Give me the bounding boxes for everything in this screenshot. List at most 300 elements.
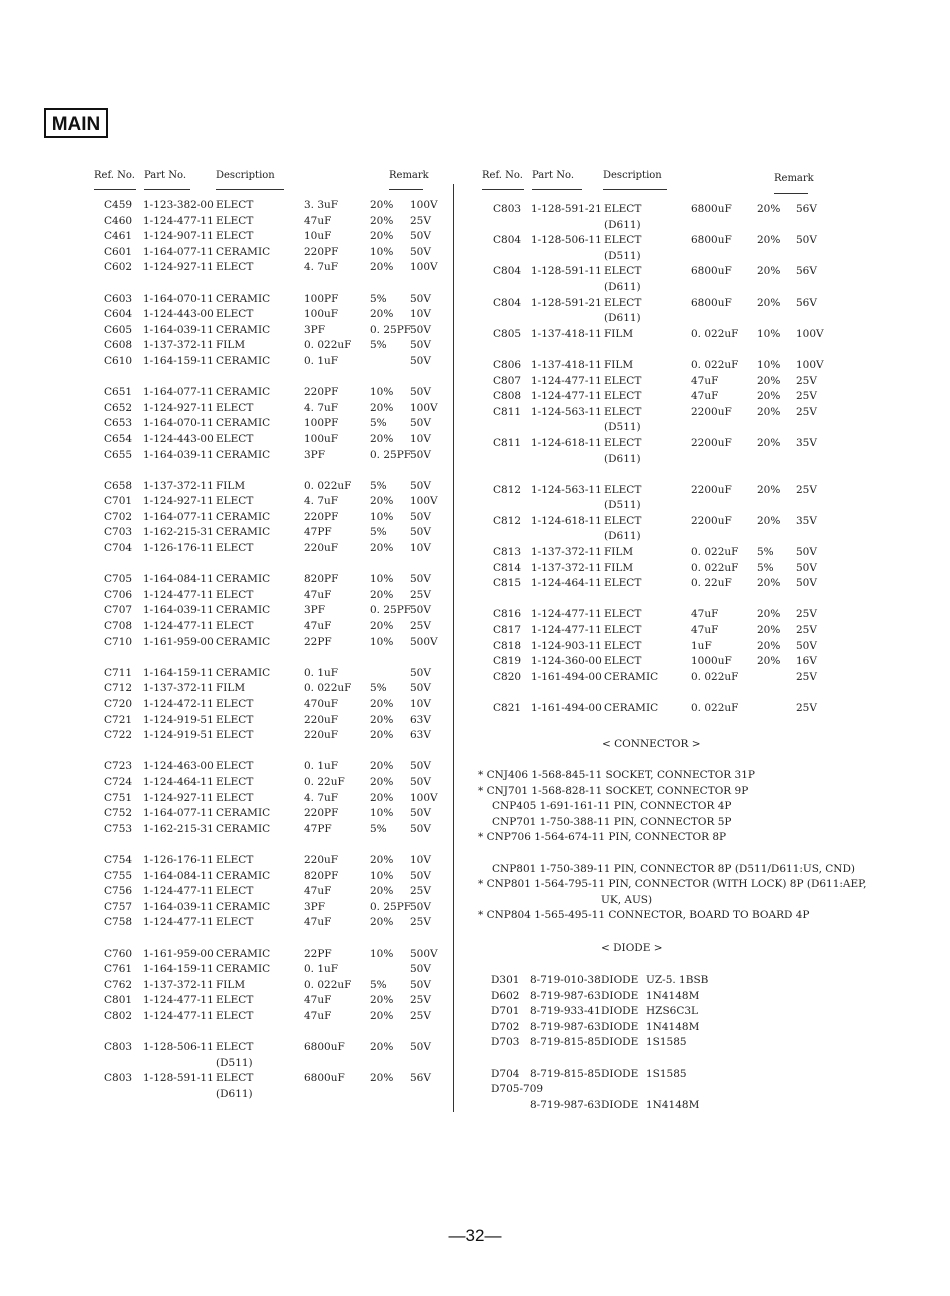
ref-no: C758	[104, 916, 133, 929]
voltage: 25V	[796, 608, 817, 621]
header-ref: Ref. No.	[482, 170, 523, 181]
value: 47uF	[304, 885, 332, 898]
tolerance: 20%	[757, 624, 781, 637]
ref-no: C820	[493, 670, 522, 683]
value: 100uF	[304, 308, 339, 321]
description: ELECT	[216, 994, 254, 1007]
value: 2200uF	[691, 405, 732, 418]
voltage: 50V	[410, 682, 431, 695]
part-no: 1-137-418-11	[531, 327, 602, 340]
ref-no: C461	[104, 230, 133, 243]
part-no: 1-124-618-11	[531, 514, 602, 527]
part-no: 1-124-472-11	[143, 698, 214, 710]
right-part-row	[0, 281, 950, 297]
type: 1S1585	[646, 1067, 687, 1080]
ref-no: C756	[104, 885, 133, 898]
diode-row	[0, 1036, 950, 1052]
description: (D611)	[216, 1087, 253, 1100]
connector-list	[478, 769, 866, 925]
description: DIODE	[601, 1098, 639, 1111]
ref-no: C701	[104, 495, 133, 508]
diode-row	[0, 1052, 950, 1068]
tolerance: 5%	[370, 682, 387, 695]
part-no: 1-128-591-21	[531, 203, 602, 215]
description: ELECT	[604, 608, 642, 621]
voltage: 50V	[410, 526, 431, 539]
ref-no: C601	[104, 245, 133, 258]
description: FILM	[604, 561, 634, 574]
diode-row	[0, 1068, 950, 1084]
ref-no: C658	[104, 479, 133, 492]
type: HZS6C3L	[646, 1005, 699, 1018]
voltage: 50V	[410, 666, 431, 679]
description: ELECT	[604, 234, 642, 247]
right-part-row	[0, 203, 950, 219]
ref-no: C804	[493, 234, 522, 247]
description: ELECT	[604, 390, 642, 403]
right-part-row	[0, 453, 950, 469]
description: CERAMIC	[216, 604, 271, 617]
part-no: 8-719-815-85	[530, 1067, 601, 1080]
description: ELECT	[216, 214, 254, 227]
description: ELECT	[604, 514, 642, 527]
diode-row	[0, 990, 950, 1006]
diode-row	[0, 1021, 950, 1037]
ref-no: C720	[104, 698, 133, 710]
part-no: 1-124-618-11	[531, 436, 602, 449]
voltage: 50V	[410, 230, 431, 243]
voltage: 25V	[410, 885, 431, 898]
value: 47uF	[304, 1009, 332, 1022]
left-part-row	[0, 776, 450, 792]
description: CERAMIC	[604, 702, 659, 714]
right-part-row	[0, 297, 950, 313]
value: 47uF	[691, 624, 719, 637]
voltage: 50V	[410, 775, 431, 788]
ref-no: C813	[493, 546, 522, 559]
ref-no: C755	[104, 869, 133, 882]
part-no: 1-124-477-11	[143, 916, 214, 929]
right-part-row	[0, 608, 950, 624]
tolerance: 20%	[370, 588, 394, 601]
value: 0. 22uF	[691, 577, 732, 590]
description: FILM	[216, 682, 246, 695]
ref-no: C757	[104, 900, 133, 913]
description: ELECT	[216, 775, 254, 788]
voltage: 50V	[410, 963, 431, 976]
part-no: 8-719-987-63	[530, 1020, 601, 1033]
part-no: 1-128-591-21	[531, 296, 602, 309]
ref-no: C802	[104, 1009, 133, 1022]
right-table-header	[0, 170, 950, 194]
part-no: 1-124-463-00	[143, 760, 214, 773]
diode-row	[0, 1099, 950, 1115]
voltage: 10V	[410, 542, 431, 555]
left-part-row	[0, 901, 450, 917]
ref-no: C754	[104, 853, 133, 866]
part-no: 1-162-215-31	[143, 822, 214, 835]
tolerance: 5%	[370, 526, 387, 539]
description: ELECT	[604, 374, 642, 387]
page-number: —32—	[448, 1226, 502, 1245]
voltage: 50V	[410, 1041, 431, 1054]
voltage: 100V	[796, 358, 824, 371]
value: 6800uF	[304, 1072, 345, 1085]
part-no: 1-137-372-11	[143, 339, 214, 352]
tolerance: 5%	[757, 561, 774, 574]
connector-row: CNP405 1-691-161-11 PIN, CONNECTOR 4P	[492, 800, 732, 813]
ref-no: C703	[104, 526, 133, 539]
ref-no: C711	[104, 666, 133, 679]
description: DIODE	[601, 1036, 639, 1049]
description: ELECT	[604, 624, 642, 637]
right-part-row	[0, 468, 950, 484]
value: 3PF	[304, 604, 326, 617]
voltage: 25V	[410, 620, 431, 633]
description: CERAMIC	[216, 947, 271, 960]
ref-no: C707	[104, 604, 133, 617]
part-no: 1-124-464-11	[143, 775, 214, 788]
tolerance: 0. 25PF	[370, 448, 412, 461]
ref-no: C811	[493, 405, 522, 418]
diode-list	[0, 974, 950, 1114]
voltage: 25V	[796, 624, 817, 637]
value: 0. 1uF	[304, 963, 339, 976]
header-rule	[482, 189, 524, 190]
value: 47uF	[691, 608, 719, 621]
part-no: 1-164-039-11	[143, 604, 214, 617]
description: ELECT	[216, 713, 254, 726]
tolerance: 20%	[757, 265, 781, 278]
part-no: 1-164-070-11	[143, 417, 214, 430]
right-part-row	[0, 359, 950, 375]
ref-no: C817	[493, 624, 522, 637]
type: UZ-5. 1BSB	[646, 974, 709, 986]
part-no: 1-164-084-11	[143, 869, 214, 882]
voltage: 100V	[796, 327, 824, 340]
part-no: 1-124-477-11	[143, 994, 214, 1007]
part-no: 1-162-215-31	[143, 526, 214, 539]
tolerance: 20%	[370, 1009, 394, 1022]
description: ELECT	[604, 203, 642, 215]
part-no: 1-164-039-11	[143, 323, 214, 336]
description: CERAMIC	[216, 573, 271, 586]
connector-row: * CNJ701 1-568-828-11 SOCKET, CONNECTOR 9P	[478, 784, 749, 797]
part-no: 1-124-477-11	[531, 374, 602, 387]
voltage: 100V	[410, 791, 438, 804]
value: 3PF	[304, 323, 326, 336]
connector-row: * CNP801 1-564-795-11 PIN, CONNECTOR (WITH LOCK) 8P (D611:AEP,	[478, 878, 867, 891]
description: ELECT	[216, 230, 254, 243]
value: 47uF	[304, 916, 332, 929]
tolerance: 10%	[370, 386, 394, 399]
right-part-row	[0, 515, 950, 531]
description: DIODE	[601, 1020, 639, 1033]
value: 47uF	[304, 994, 332, 1007]
part-no: 1-124-927-11	[143, 401, 214, 414]
voltage: 50V	[410, 417, 431, 430]
ref-no: C816	[493, 608, 522, 621]
description: CERAMIC	[216, 900, 271, 913]
left-part-row	[0, 870, 450, 886]
description: FILM	[216, 479, 246, 492]
description: CERAMIC	[216, 963, 271, 976]
tolerance: 5%	[370, 339, 387, 352]
value: 3PF	[304, 448, 326, 461]
right-part-row	[0, 640, 950, 656]
part-no: 1-137-372-11	[143, 978, 214, 991]
value: 0. 022uF	[304, 978, 352, 991]
right-part-row	[0, 265, 950, 281]
ref-no: C710	[104, 635, 133, 648]
value: 0. 022uF	[304, 479, 352, 492]
section-label-main: MAIN	[44, 108, 108, 138]
description: CERAMIC	[216, 245, 271, 258]
voltage: 50V	[796, 546, 817, 559]
part-no: 1-164-084-11	[143, 573, 214, 586]
ref-no: C722	[104, 729, 133, 742]
voltage: 63V	[410, 729, 431, 742]
tolerance: 20%	[370, 760, 394, 773]
diode-row	[0, 1005, 950, 1021]
description: ELECT	[604, 405, 642, 418]
part-no: 1-124-477-11	[143, 588, 214, 601]
description: ELECT	[216, 1009, 254, 1022]
description: CERAMIC	[216, 417, 271, 430]
description: (D511)	[604, 249, 641, 262]
value: 4. 7uF	[304, 791, 339, 804]
header-ref: Ref. No.	[94, 170, 135, 181]
part-no: 1-124-927-11	[143, 791, 214, 804]
tolerance: 20%	[370, 199, 394, 211]
part-no: 1-161-494-00	[531, 702, 602, 714]
description: FILM	[604, 358, 634, 371]
tolerance: 20%	[370, 401, 394, 414]
connector-row: CNP701 1-750-388-11 PIN, CONNECTOR 5P	[492, 815, 732, 828]
left-part-row	[0, 838, 450, 854]
part-no: 1-164-159-11	[143, 963, 214, 976]
part-no: 1-164-159-11	[143, 354, 214, 367]
right-part-row	[0, 390, 950, 406]
tolerance: 20%	[370, 542, 394, 555]
voltage: 25V	[796, 670, 817, 683]
value: 0. 022uF	[691, 561, 739, 574]
right-part-row	[0, 562, 950, 578]
description: ELECT	[604, 436, 642, 449]
description: ELECT	[216, 620, 254, 633]
part-no: 1-126-176-11	[143, 853, 214, 866]
voltage: 25V	[796, 374, 817, 387]
description: ELECT	[216, 199, 254, 211]
diode-row	[0, 1083, 950, 1099]
ref-no: C801	[104, 994, 133, 1007]
value: 47uF	[304, 588, 332, 601]
ref-no: C721	[104, 713, 133, 726]
description: CERAMIC	[216, 666, 271, 679]
type: 1N4148M	[646, 1020, 700, 1033]
tolerance: 20%	[370, 916, 394, 929]
ref-no: C818	[493, 639, 522, 652]
value: 47uF	[691, 390, 719, 403]
header-rule	[774, 193, 808, 194]
part-no: 1-164-070-11	[143, 292, 214, 305]
left-part-row	[0, 760, 450, 776]
part-no: 1-124-927-11	[143, 495, 214, 508]
tolerance: 20%	[757, 234, 781, 247]
description: ELECT	[216, 853, 254, 866]
ref-no: C805	[493, 327, 522, 340]
ref-no: C806	[493, 358, 522, 371]
ref-no: C702	[104, 510, 133, 523]
right-part-row	[0, 312, 950, 328]
value: 0. 1uF	[304, 666, 339, 679]
value: 0. 022uF	[691, 670, 739, 683]
value: 47uF	[304, 214, 332, 227]
description: DIODE	[601, 989, 639, 1002]
right-part-row	[0, 686, 950, 702]
diode-section-title: < DIODE >	[601, 942, 663, 954]
ref-no: D705-709	[491, 1083, 544, 1096]
tolerance: 5%	[757, 546, 774, 559]
connector-section-title: < CONNECTOR >	[602, 738, 701, 750]
connector-row	[478, 847, 866, 863]
tolerance: 20%	[757, 577, 781, 590]
ref-no: C811	[493, 436, 522, 449]
description: ELECT	[604, 577, 642, 590]
ref-no: D301	[491, 974, 520, 986]
ref-no: C815	[493, 577, 522, 590]
ref-no: C705	[104, 573, 133, 586]
part-no: 1-123-382-00	[143, 199, 214, 211]
voltage: 10V	[410, 432, 431, 445]
voltage: 500V	[410, 635, 438, 648]
tolerance: 20%	[370, 261, 394, 274]
description: ELECT	[604, 296, 642, 309]
voltage: 50V	[410, 760, 431, 773]
value: 47uF	[304, 620, 332, 633]
voltage: 50V	[410, 573, 431, 586]
part-no: 1-164-039-11	[143, 448, 214, 461]
left-part-row	[0, 807, 450, 823]
part-no: 1-137-372-11	[531, 561, 602, 574]
tolerance: 0. 25PF	[370, 604, 412, 617]
description: CERAMIC	[216, 292, 271, 305]
right-part-row	[0, 655, 950, 671]
voltage: 25V	[410, 916, 431, 929]
description: ELECT	[216, 729, 254, 742]
ref-no: C610	[104, 354, 133, 367]
header-desc: Description	[216, 170, 275, 181]
description: DIODE	[601, 1005, 639, 1018]
description: ELECT	[604, 639, 642, 652]
description: CERAMIC	[216, 869, 271, 882]
right-part-row	[0, 343, 950, 359]
left-part-row	[0, 792, 450, 808]
voltage: 16V	[796, 655, 817, 668]
value: 6800uF	[691, 296, 732, 309]
description: ELECT	[216, 760, 254, 773]
tolerance: 20%	[757, 374, 781, 387]
header-remark: Remark	[389, 170, 429, 181]
voltage: 25V	[796, 390, 817, 403]
right-part-row	[0, 499, 950, 515]
description: (D511)	[604, 421, 641, 434]
description: ELECT	[604, 655, 642, 668]
ref-no: C723	[104, 760, 133, 773]
left-part-row	[0, 948, 450, 964]
left-part-row	[0, 916, 450, 932]
voltage: 50V	[410, 323, 431, 336]
ref-no: C752	[104, 807, 133, 820]
tolerance: 20%	[370, 853, 394, 866]
ref-no: C704	[104, 542, 133, 555]
voltage: 100V	[410, 401, 438, 414]
tolerance: 20%	[370, 230, 394, 243]
voltage: 50V	[410, 900, 431, 913]
part-no: 1-164-077-11	[143, 386, 214, 399]
part-no: 1-137-372-11	[531, 546, 602, 559]
value: 470uF	[304, 698, 339, 710]
ref-no: C760	[104, 947, 133, 960]
part-no: 1-137-418-11	[531, 358, 602, 371]
voltage: 10V	[410, 853, 431, 866]
right-part-row	[0, 406, 950, 422]
tolerance: 0. 25PF	[370, 323, 412, 336]
right-part-row	[0, 375, 950, 391]
description: CERAMIC	[216, 635, 271, 648]
ref-no: C604	[104, 308, 133, 321]
ref-no: C608	[104, 339, 133, 352]
description: CERAMIC	[216, 354, 271, 367]
value: 2200uF	[691, 483, 732, 496]
description: ELECT	[216, 791, 254, 804]
ref-no: C708	[104, 620, 133, 633]
value: 220uF	[304, 542, 339, 555]
right-part-row	[0, 219, 950, 235]
ref-no: C653	[104, 417, 133, 430]
connector-row: * CNJ406 1-568-845-11 SOCKET, CONNECTOR 31P	[478, 769, 755, 781]
connector-row: * CNP706 1-564-674-11 PIN, CONNECTOR 8P	[478, 831, 727, 844]
connector-row: * CNP804 1-565-495-11 CONNECTOR, BOARD TO BOARD 4P	[478, 909, 810, 922]
value: 0. 1uF	[304, 760, 339, 773]
ref-no: D701	[491, 1005, 520, 1018]
tolerance: 10%	[370, 807, 394, 820]
description: ELECT	[216, 261, 254, 274]
part-no: 1-124-443-00	[143, 308, 214, 321]
tolerance: 20%	[757, 483, 781, 496]
ref-no: C602	[104, 261, 133, 274]
value: 3PF	[304, 900, 326, 913]
description: (D611)	[604, 218, 641, 231]
ref-no: D703	[491, 1036, 520, 1049]
value: 2200uF	[691, 514, 732, 527]
description: ELECT	[216, 401, 254, 414]
part-no: 8-719-987-63	[530, 989, 601, 1002]
ref-no: C804	[493, 296, 522, 309]
value: 0. 022uF	[691, 358, 739, 371]
value: 100uF	[304, 432, 339, 445]
part-no: 8-719-815-85	[530, 1036, 601, 1049]
tolerance: 20%	[370, 495, 394, 508]
voltage: 50V	[410, 354, 431, 367]
tolerance: 20%	[757, 296, 781, 309]
tolerance: 10%	[370, 573, 394, 586]
tolerance: 5%	[370, 417, 387, 430]
part-no: 1-124-477-11	[143, 214, 214, 227]
description: ELECT	[604, 265, 642, 278]
voltage: 25V	[410, 994, 431, 1007]
voltage: 10V	[410, 698, 431, 710]
